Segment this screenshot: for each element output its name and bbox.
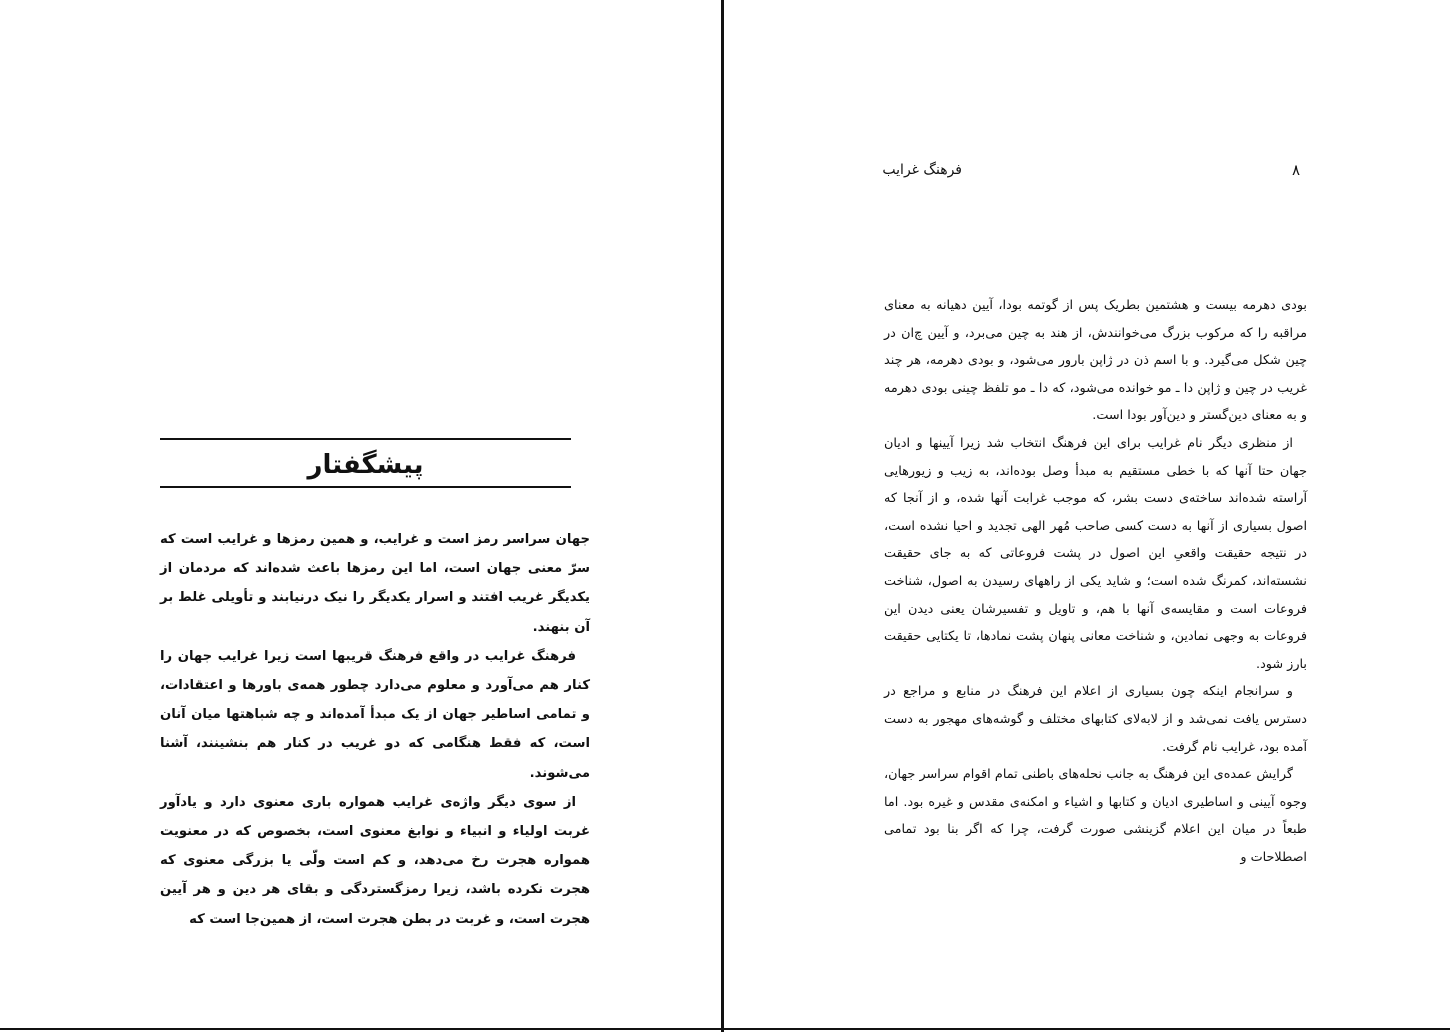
page-bottom-edge [0, 1028, 1450, 1030]
right-page-body [884, 292, 1307, 871]
title-rule-bottom [160, 486, 571, 488]
running-head: فرهنگ غرایب [882, 162, 962, 178]
section-title: پیشگفتار [307, 450, 424, 480]
title-rule-top [160, 438, 571, 440]
paragraph: و سرانجام اینکه چون بسیاری از اعلام این فرهنگ در منابع و مراجع در دسترس یافت نمی‌شد و از لابه‌لای کتابهای مختلف و گوشه‌های مهجور به دست آمده بود، غرایب نام گرفت. [884, 684, 1307, 755]
paragraph: از منظری دیگر نام غرایب برای این فرهنگ انتخاب شد زیرا آیینها و ادیان جهان حتا آنها که با خطی مستقیم به مبدأ وصل بوده‌اند، به زیب و زیورهایی آراسته شده‌اند ساخته‌ی دست بشر، که موجب غرابت آنها شده، و از آنجا که اصول بسیاری از آنها به دست کسی صاحب مُهر الهی تجدید و احیا نشده است، در نتیجه حقیقت واقعیِ این اصول در پشت فروعاتی که به جای حقیقت نشسته‌اند، کمرنگ شده است؛ و شاید یکی از راههای رسیدن به اصول، شناخت فروعات است و مقایسه‌ی آنها با هم، و تاویل و تفسیرشان یعنی دیدن این فروعات به وجهی نمادین، و شناخت معانی پنهان پشت نمادها، تا یکتایی حقیقت بارز شود. [884, 435, 1307, 672]
paragraph: بودی دهرمه بیست و هشتمین بطریک پس از گوتمه بودا، آیین دهیانه به معنای مراقبه را که مرکوب بزرگ می‌خوانندش، از هند به چین می‌برد، و آیین چ‌ان در چین شکل می‌گیرد. و با اسم ذن در ژاپن بارور می‌شود، و بودی دهرمه، هر چند غریب در چین و ژاپن دا ـ مو خوانده می‌شود، که دا ـ مو تلفظ چینی بودی دهرمه و به معنای دین‌گستر و دین‌آور بودا است. [884, 298, 1307, 424]
page-number: ۸ [1291, 161, 1301, 179]
left-page-body [160, 525, 590, 934]
book-gutter-divider [721, 0, 724, 1032]
paragraph: جهان سراسر رمز است و غرایب، و همین رمزها و غرایب است که سرّ معنی جهان است، اما این رمزها باعث شده‌اند که مردمان از یکدیگر غریب افتند و اسرار یکدیگر را نیک درنیابند و تأویلی غلط بر آن بنهند. [160, 532, 590, 635]
paragraph: فرهنگ غرایب در واقع فرهنگ قریبها است زیرا غرایب جهان را کنار هم می‌آورد و معلوم می‌دارد چطور همه‌ی باورها و اعتقادات، و تمامی اساطیر جهان از یک مبدأ آمده‌اند و چه شباهتها میان آنان است، که فقط هنگامی که دو غریب در کنار هم بنشینند، آشنا می‌شوند. [160, 648, 590, 781]
paragraph: گرایش عمده‌ی این فرهنگ به جانب نحله‌های باطنی تمام اقوام سراسر جهان، وجوه آیینی و اساطیری ادیان و کتابها و اشیاء و امکنه‌ی مقدس و غیره بود. اما طبعاً در میان این اعلام گزینشی صورت گرفت، چرا که اگر بنا بود تمامی اصطلاحات و [884, 767, 1307, 865]
paragraph: از سوی دیگر واژه‌ی غرایب همواره باری معنوی دارد و یادآور غربت اولیاء و انبیاء و نوابغ معنوی است، بخصوص که در معنویت همواره هجرت رخ می‌دهد، و کم است ولّی یا بزرگی معنوی که هجرت نکرده باشد، زیرا رمزگستردگی و بقای هر دین و هر آیین هجرت است، و غربت در بطن هجرت است، از همین‌جا است که [160, 794, 590, 927]
